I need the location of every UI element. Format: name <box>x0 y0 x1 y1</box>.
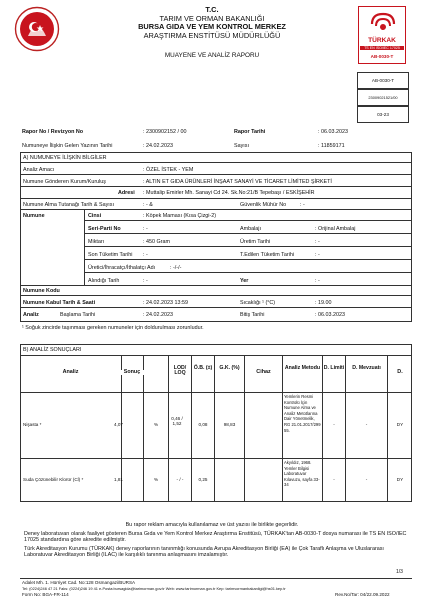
tedilen-label: T.Edilen Tüketim Tarihi <box>240 252 295 258</box>
rapor-no-label: Rapor No / Revizyon No <box>22 129 84 135</box>
footer-note-recognition: Türk Akreditasyon Kurumu (TÜRKAK) deney raporlarının tanınmlığı konusunda Avrupa Akreditasyon Birliği (EA) ile Çok Taraflı Anlaşma ve Uluslararası Laboratuvar Akreditasyon Birliği (ILAC) ile karşılıklı tanınma anlaşmasını imzalamıştır. <box>24 546 384 559</box>
seri-value: : - <box>143 226 148 232</box>
org-line-institute: ARAŞTIRMA ENSTİTÜSÜ MÜDÜRLÜĞÜ <box>143 30 281 40</box>
col-sonuc: Sonuç <box>112 370 152 375</box>
rapor-no-value: : 2300902152 / 00 <box>143 129 187 135</box>
footer-form-no: Form No: BGA-FR-114 <box>22 592 69 597</box>
uretim-value: : - <box>315 239 320 245</box>
rapor-tarihi-value: : 06.03.2023 <box>318 129 348 135</box>
row1-metod: Yemlerin Resmi Kontrolü İçin Numune Alma ve Analiz Metotlarına Dair Yönetmelik, RG 21.01.2017/299 55. <box>284 394 321 433</box>
numune-yazi-value: : 24.02.2023 <box>143 143 173 149</box>
cinsi-label: Cinsi <box>88 213 102 219</box>
numune-kodu-label: Numune Kodu <box>23 288 60 294</box>
tedilen-value: : - <box>315 252 320 258</box>
row1-analiz: Nişasta * <box>23 422 42 427</box>
row2-mevzuat: - <box>365 477 368 482</box>
sayisi-label: Sayısı <box>234 143 249 149</box>
gonderen-value: : ALTIN ET GIDA ÜRÜNLERİ İNŞAAT SANAYİ VE TİCARET LİMİTED ŞİRKETİ <box>143 179 332 185</box>
col-ob: Ö.B. (±) <box>193 365 213 371</box>
col-lod: LOD/ LOQ <box>173 365 187 377</box>
section-a-title: A) NUMUNEYE İLİŞKİN BİLGİLER <box>23 155 107 161</box>
report-type-title: MUAYENE VE ANALİZ RAPORU <box>164 52 260 59</box>
numune-yazi-label: Numuneye İlişkin Gelen Yazının Tarihi <box>22 143 113 149</box>
sicaklik-value: : 19.00 <box>315 300 332 306</box>
org-line-ministry: TARIM VE ORMAN BAKANLIĞI <box>159 13 265 23</box>
footer-revision: Rev.No/Tar: 04/22.09.2022 <box>335 592 390 597</box>
side-box-accreditation: AB-0030-T <box>357 72 409 89</box>
sicaklik-label: Sıcaklığı ¹ (°C) <box>240 300 276 306</box>
row1-birim: % <box>153 422 159 427</box>
alma-label: Numune Alma Tutanağı Tarih & Sayısı <box>23 202 114 208</box>
col-d: D. <box>397 369 403 375</box>
turkak-logo-icon <box>369 11 397 37</box>
side-box-date-code: 03-23 <box>357 106 409 123</box>
uretici-value: : -/-/- <box>170 265 182 271</box>
section-b-title: B) ANALİZ SONUÇLARI <box>23 347 82 353</box>
org-line-tc: T.C. <box>205 5 219 14</box>
cinsi-value: : Köpek Maması (Kısa Çizgi-2) <box>143 213 217 219</box>
footer-address: Adalet Mh. 1. Hürriyet Cad. No:128 Osmangazi/BURSA <box>22 580 136 585</box>
side-box-report-code: 23009021521/00 <box>357 89 409 106</box>
row2-ob: 0,25 <box>198 477 208 482</box>
row1-sonuc: 4,07 <box>114 422 123 427</box>
son-tuketim-value: : - <box>143 252 148 258</box>
sayisi-value: : 11859171 <box>318 143 345 149</box>
row2-metod: Akyıldız, 1968. Yemler Bilgisi Laboratuvar Kılavuzu, sayfa 33-34 <box>284 460 320 488</box>
row1-gk: 98,83 <box>223 422 236 427</box>
col-metod: Analiz Metodu <box>284 365 321 371</box>
row2-birim: % <box>153 477 159 482</box>
adres-value: : Muttalip Emirler Mh. Sanayi Cd 24. Sk.No:21/B Tepebaşı / ESKİŞEHİR <box>143 190 315 196</box>
baslama-label: Başlama Tarihi <box>60 312 96 318</box>
miktari-value: : 450 Gram <box>143 239 170 245</box>
gonderen-label: Numune Gönderen Kurum/Kuruluş <box>23 179 106 185</box>
son-tuketim-label: Son Tüketim Tarihi <box>88 252 133 258</box>
uretici-label: Üretici/İhracatçı/İthalatçı Adı <box>88 265 156 271</box>
guvenlik-value: : - <box>300 202 305 208</box>
col-gk: G.K. (%) <box>219 365 240 371</box>
org-line-center: BURSA GIDA VE YEM KONTROL MERKEZ <box>138 22 286 32</box>
analiz-amaci-value: : ÖZEL İSTEK - YEM <box>143 167 194 173</box>
baslama-value: : 24.02.2023 <box>143 312 173 318</box>
col-limit: D. Limiti <box>323 365 345 371</box>
alindigi-label: Alındığı Tarih <box>88 278 120 284</box>
section-a-box <box>20 152 412 322</box>
ministry-logo <box>14 6 60 52</box>
yer-value: : - <box>315 278 320 284</box>
ambalaj-value: : Orijinal Ambalaj <box>315 226 356 232</box>
yer-label: Yer <box>240 278 249 284</box>
bitis-value: : 06.03.2023 <box>315 312 345 318</box>
row2-limit: - <box>333 477 335 482</box>
alindigi-value: : - <box>143 278 148 284</box>
col-analiz: Analiz <box>62 369 79 375</box>
analiz-label: Analiz <box>23 312 39 318</box>
footer-contact[interactable]: Tel: (0224)246 47 21 Faks: (0224)246 19 41 e-Posta:bursagida@tarimorman.gov.tr Web: www.tarimorman.gov.tr Kep: tarimvormanbakanligi@hs01.kep.tr <box>22 586 286 591</box>
row2-lod: - / - <box>176 477 184 482</box>
seri-label: Seri-Parti No <box>88 226 121 232</box>
alma-value: : - & <box>143 202 153 208</box>
row1-mevzuat: - <box>365 422 368 427</box>
guvenlik-label: Güvenlik Mühür No <box>240 202 287 208</box>
row2-sonuc: 1,81 <box>114 477 123 482</box>
row2-analiz: Suda Çözünebilir Klorür (Cl) * <box>23 477 84 482</box>
turkak-brand: TÜRKAK <box>368 37 396 44</box>
turkak-badge <box>358 6 406 64</box>
row1-d: DY <box>396 422 404 427</box>
adres-label: Adresi <box>118 190 135 196</box>
footer-note-validity: Bu rapor reklam amacıyla kullanılamaz ve üst yazısı ile birlikte geçerlidir. <box>125 522 299 528</box>
turkak-code: AB-0030-T <box>370 54 394 59</box>
col-cihaz: Cihaz <box>256 369 271 375</box>
turkak-standard: TS EN ISO/IEC 17025 <box>360 46 404 50</box>
numune-label: Numune <box>23 213 45 219</box>
kabul-label: Numune Kabul Tarih & Saati <box>23 300 96 306</box>
section-a-footnote: ¹ Soğuk zincirde taşınması gereken numuneler için doldurulması zorunludur. <box>22 325 204 331</box>
row1-limit: - <box>333 422 335 427</box>
uretim-label: Üretim Tarihi <box>240 239 271 245</box>
page-number: 1/3 <box>396 569 403 575</box>
rapor-tarihi-label: Rapor Tarihi <box>234 129 266 135</box>
col-mevzuat: D. Mevzuatı <box>352 365 381 371</box>
row2-d: DY <box>396 477 404 482</box>
ambalaj-label: Ambalajı <box>240 226 261 232</box>
row1-lod: 0,46 / 1,52 <box>171 416 183 427</box>
bitis-label: Bitiş Tarihi <box>240 312 265 318</box>
analiz-amaci-label: Analiz Amacı <box>23 167 55 173</box>
miktari-label: Miktarı <box>88 239 105 245</box>
row1-ob: 0,08 <box>198 422 208 427</box>
kabul-value: : 24.02.2023 13:59 <box>143 300 188 306</box>
footer-note-accreditation: Deney laboratuvarı olarak faaliyet gösteren Bursa Gıda ve Yem Kontrol Merkez Araştırma Enstitüsü, TÜRKAK'tan AB-0030-T dosya numarası ile TS EN ISO/IEC 17025 standardına göre akredite edilmiştir. <box>24 531 407 544</box>
